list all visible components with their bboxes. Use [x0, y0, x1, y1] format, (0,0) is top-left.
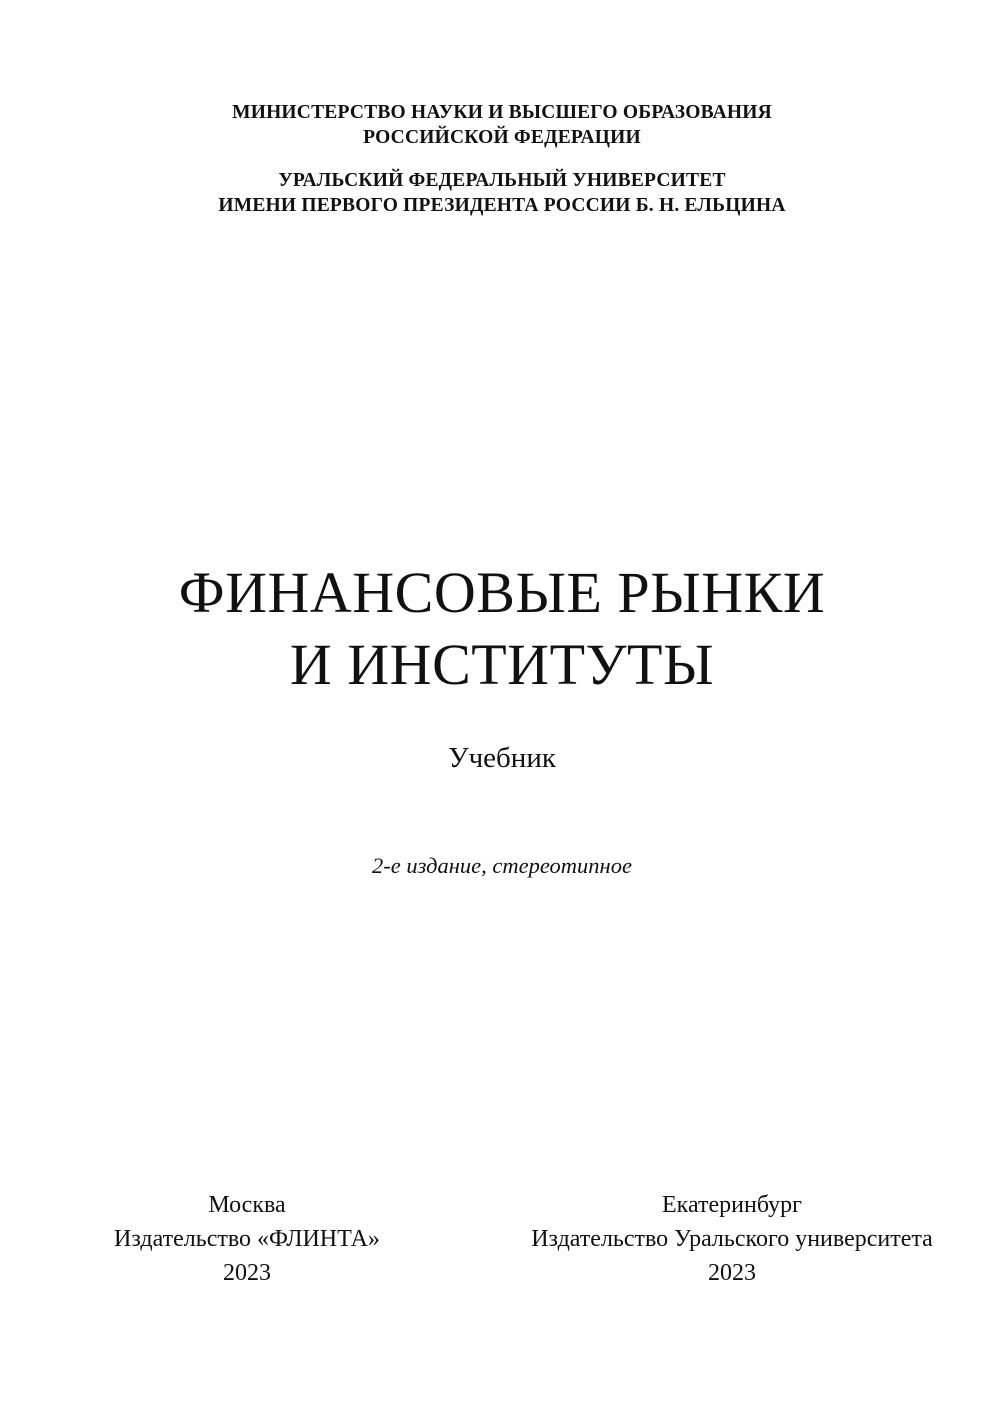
ministry-line-1: МИНИСТЕРСТВО НАУКИ И ВЫСШЕГО ОБРАЗОВАНИЯ: [232, 102, 772, 123]
edition-statement: 2-е издание, стереотипное: [372, 852, 632, 878]
imprint-right-city: Екатеринбург: [662, 1191, 802, 1218]
university-name: [218, 168, 785, 219]
university-line-1: УРАЛЬСКИЙ ФЕДЕРАЛЬНЫЙ УНИВЕРСИТЕТ: [278, 169, 726, 191]
book-title-line-1: ФИНАНСОВЫЕ РЫНКИ: [178, 560, 826, 626]
imprint-block: [0, 1188, 1004, 1290]
university-line-2: ИМЕНИ ПЕРВОГО ПРЕЗИДЕНТА РОССИИ Б. Н. ЕЛЬЦИНА: [218, 195, 786, 217]
book-subtitle: Учебник: [448, 741, 556, 774]
page-title: [179, 557, 825, 700]
imprint-left-year: 2023: [223, 1259, 271, 1286]
title-block: [179, 518, 825, 879]
issuing-authority-block: [218, 100, 785, 218]
imprint-right-year: 2023: [708, 1259, 756, 1286]
imprint-left-publisher: Издательство «ФЛИНТА»: [114, 1225, 380, 1252]
book-title-line-2: И ИНСТИТУТЫ: [289, 631, 715, 697]
ministry-line-2: РОССИЙСКОЙ ФЕДЕРАЦИИ: [363, 127, 641, 149]
ministry-name: [218, 100, 785, 151]
imprint-left: [37, 1188, 457, 1290]
imprint-right-publisher: Издательство Уральского университета: [531, 1225, 933, 1252]
imprint-right: [497, 1188, 967, 1290]
imprint-left-city: Москва: [208, 1191, 286, 1218]
